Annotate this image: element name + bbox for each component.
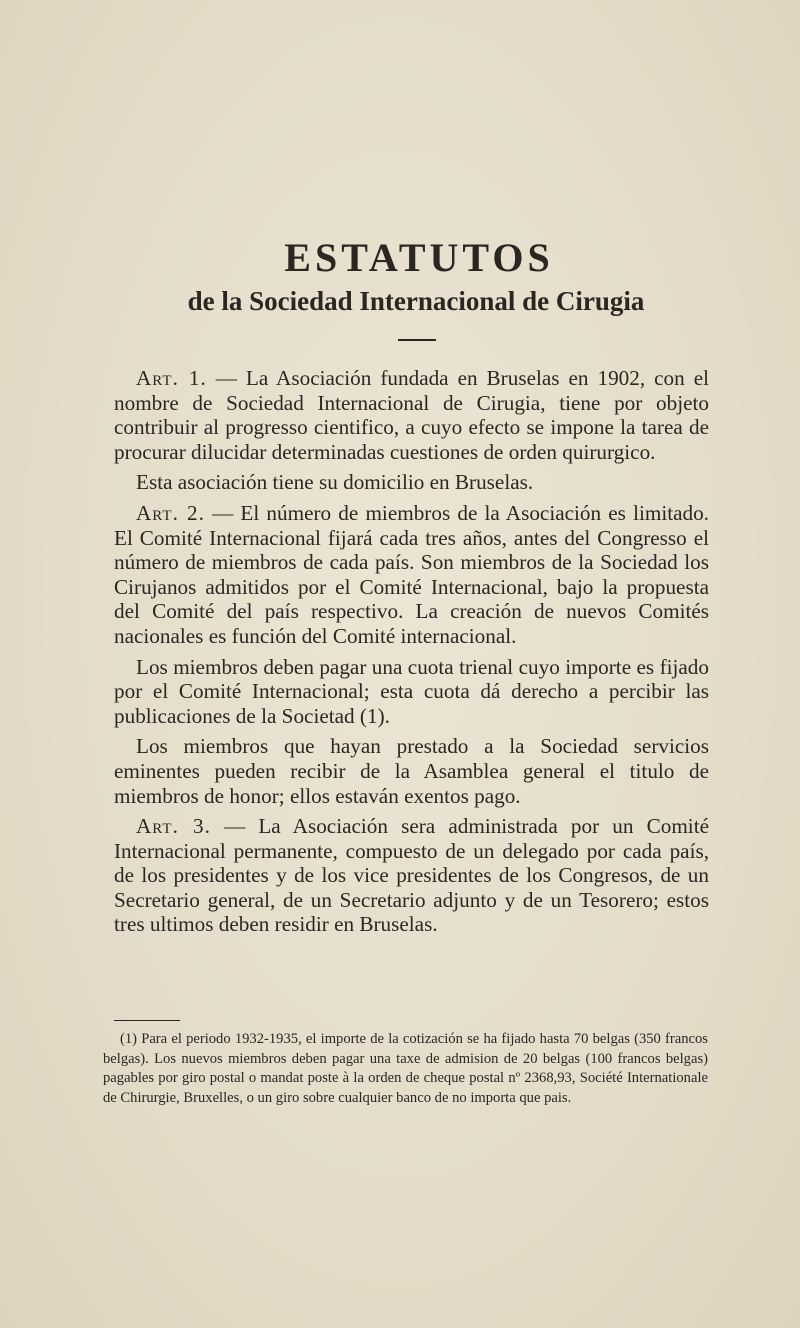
document-subtitle: de la Sociedad Internacional de Cirugia (187, 286, 645, 316)
article-1-text: — La Asociación fundada en Bruselas en 1902, con el nombre de Sociedad Internacional de Cirugia, tiene por objeto contribuir al progresso cientifico, a cuyo efecto se impone la tarea de procurar dilucidar determinadas cuestiones de orden quirurgico. (114, 366, 709, 464)
article-2-paragraph (114, 501, 709, 649)
statutes-body (114, 366, 709, 943)
article-3-label: Art. 3. (136, 814, 211, 839)
footnote-text: (1) Para el periodo 1932-1935, el importe de la cotización se ha fijado hasta 70 belgas (350 francos belgas). Los nuevos miembros deben pagar una taxe de admision de 20 belgas (100 francos belgas) pagables por giro postal o mandat poste à la orden de cheque postal nº 2368,93, Société Internationale de Chirurgie, Bruxelles, o un giro sobre cualquier banco de no importa que pais. (103, 1031, 708, 1106)
article-3-paragraph (114, 814, 709, 937)
article-1-paragraph-2: Esta asociación tiene su domicilio en Bruselas. (136, 470, 534, 495)
article-2-text: — El número de miembros de la Asociación es limitado. El Comité Internacional fijará cada tres años, antes del Congresso el número de miembros de cada país. Son miembros de la Sociedad los Cirujanos admitidos por el Comité Internacional, bajo la propuesta del Comité del país respectivo. La creación de nuevos Comités nacionales es función del Comité internacional. (114, 500, 709, 648)
article-1-paragraph (114, 366, 709, 464)
footnote (103, 1030, 708, 1108)
article-3-text: — La Asociación sera administrada por un Comité Internacional permanente, compuesto de un delegado por cada país, de los presidentes y de los vice presidentes de los Congresos, de un Secretario general, de un Secretario adjunto y de un Tesorero; estos tres ultimos deben residir en Bruselas. (114, 814, 709, 937)
article-2-paragraph-3: Los miembros que hayan prestado a la Sociedad servicios eminentes pueden recibir de la Asamblea general el titulo de miembros de honor; ellos estaván exentos pago. (114, 734, 709, 808)
article-2-label: Art. 2. (136, 500, 205, 525)
article-2-paragraph-2: Los miembros deben pagar una cuota trienal cuyo importe es fijado por el Comité Internacional; esta cuota dá derecho a percibir las publicaciones de la Societad (1). (114, 654, 709, 728)
document-title: ESTATUTOS (284, 235, 554, 280)
title-divider (398, 339, 436, 341)
footnote-divider (114, 1020, 180, 1021)
article-1-label: Art. 1. (136, 366, 207, 390)
